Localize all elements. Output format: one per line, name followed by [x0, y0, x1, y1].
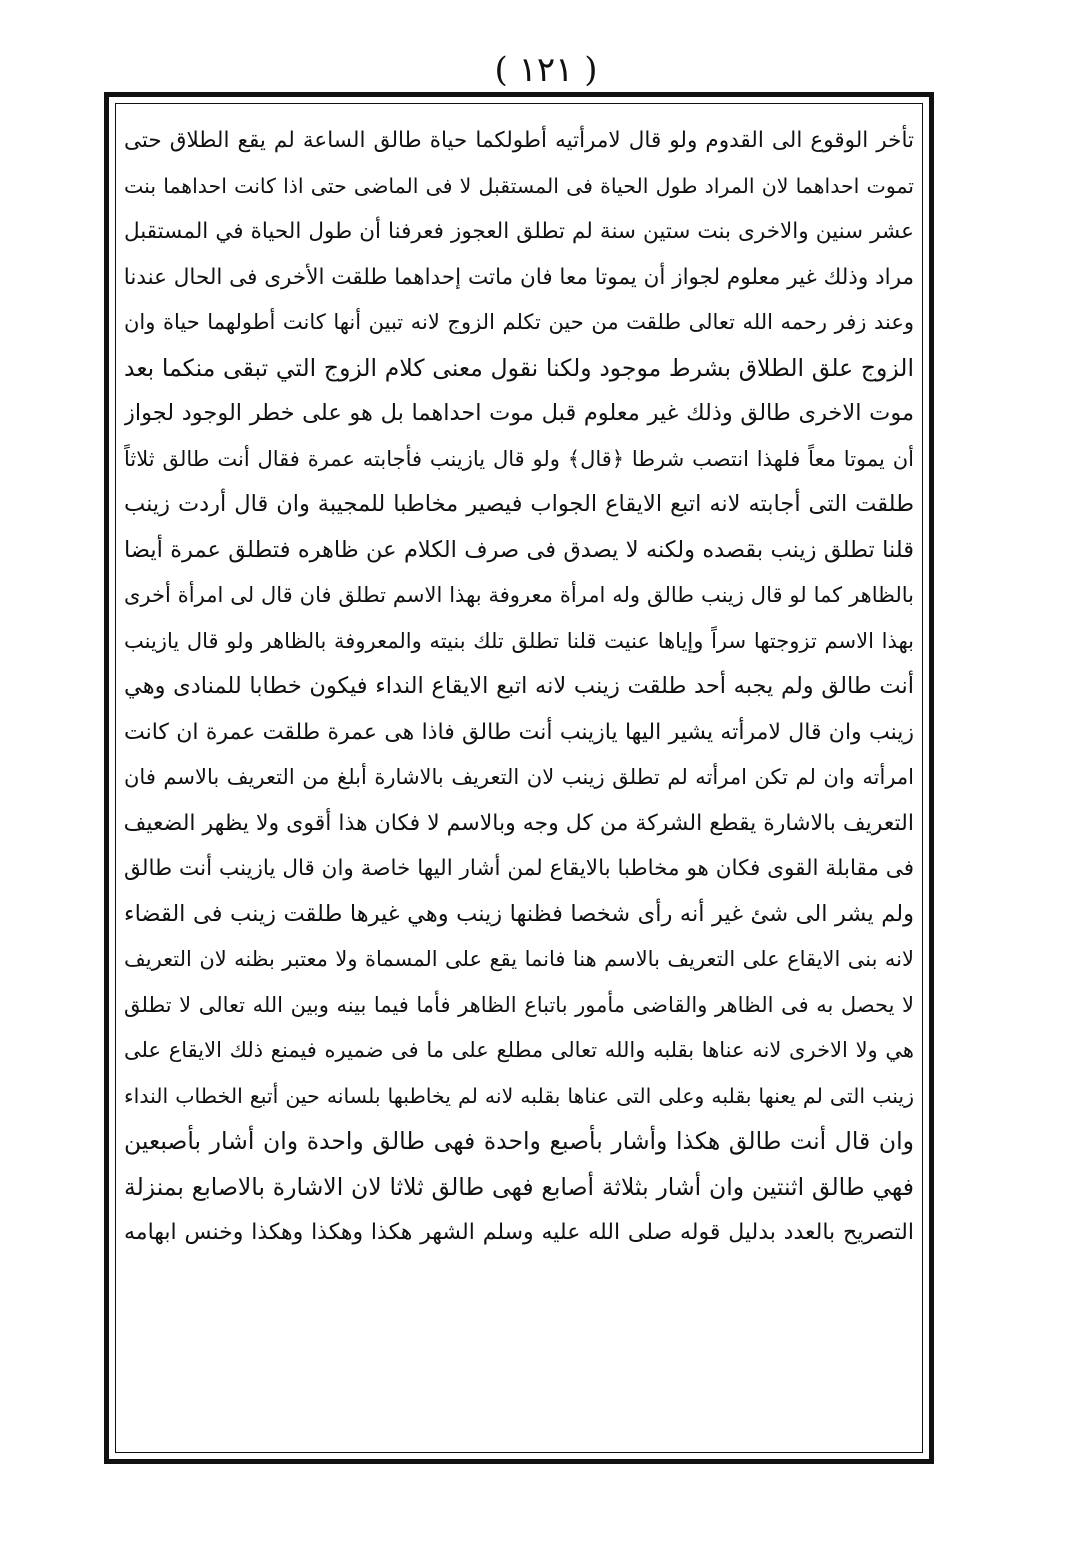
text-line: وعند زفر رحمه الله تعالى طلقت من حين تكلم الزوج لانه تبين أنها كانت أطولهما حياة وان — [124, 310, 914, 334]
text-line: مراد وذلك غير معلوم لجواز أن يموتا معا فان ماتت إحداهما طلقت الأخرى فى الحال عندنا — [124, 264, 914, 290]
text-line: زينب التى لم يعنها بقلبه وعلى التى عناها بقلبه لانه لم يخاطبها بلسانه حين أتبع الخطاب النداء — [124, 1083, 914, 1108]
text-line: طلقت التى أجابته لانه اتبع الايقاع الجواب فيصير مخاطبا للمجيبة وان قال أردت زينب — [124, 491, 914, 517]
text-line: زينب وان قال لامرأته يشير اليها يازينب أنت طالق فاذا هى عمرة طلقت عمرة ان كانت — [124, 719, 914, 745]
text-line: التعريف بالاشارة يقطع الشركة من كل وجه وبالاسم لا فكان هذا أقوى ولا يظهر الضعيف — [124, 810, 914, 836]
text-line: تأخر الوقوع الى القدوم ولو قال لامرأتيه أطولكما حياة طالق الساعة لم يقع الطلاق حتى — [124, 128, 914, 153]
text-line: وان قال أنت طالق هكذا وأشار بأصبع واحدة فهى طالق واحدة وان أشار بأصبعين — [124, 1127, 914, 1155]
text-line: تموت احداهما لان المراد طول الحياة فى المستقبل لا فى الماضى حتى اذا كانت احداهما بنت — [124, 173, 914, 198]
text-line: هي ولا الاخرى لانه عناها بقلبه والله تعالى مطلع على ما فى ضميره فيمنع ذلك الايقاع على — [124, 1038, 914, 1062]
text-body — [124, 118, 914, 1438]
page-number: ( ١٢١ ) — [494, 50, 598, 90]
text-line: قلنا تطلق زينب بقصده ولكنه لا يصدق فى صرف الكلام عن ظاهره فتطلق عمرة أيضا — [124, 536, 914, 563]
text-line: فهي طالق اثنتين وان أشار بثلاثة أصابع فهى طالق ثلاثا لان الاشارة بالاصابع بمنزلة — [124, 1172, 914, 1201]
text-line: بهذا الاسم تزوجتها سراً وإياها عنيت قلنا تطلق تلك بنيته والمعروفة بالظاهر ولو قال يازينب — [124, 628, 914, 653]
text-line: فى مقابلة القوى فكان هو مخاطبا بالايقاع لمن أشار اليها خاصة وان قال يازينب أنت طالق — [124, 856, 914, 881]
text-line: الزوج علق الطلاق بشرط موجود ولكنا نقول معنى كلام الزوج التي تبقى منكما بعد — [124, 353, 914, 382]
text-line: ولم يشر الى شئ غير أنه رأى شخصا فظنها زينب وهي غيرها طلقت زينب فى القضاء — [124, 900, 914, 927]
text-line: أنت طالق ولم يجبه أحد طلقت زينب لانه اتبع الايقاع النداء فيكون خطابا للمنادى وهي — [124, 673, 914, 699]
text-line: موت الاخرى طالق وذلك غير معلوم قبل موت احداهما بل هو على خطر الوجود لجواز — [124, 400, 914, 426]
text-line: بالظاهر كما لو قال زينب طالق وله امرأة معروفة بهذا الاسم تطلق فان قال لى امرأة أخرى — [124, 583, 914, 607]
text-line: لانه بنى الايقاع على التعريف بالاسم هنا فانما يقع على المسماة ولا معتبر بظنه لان التعريف — [124, 947, 914, 971]
text-line: عشر سنين والاخرى بنت ستين سنة لم تطلق العجوز فعرفنا أن طول الحياة في المستقبل — [124, 219, 914, 244]
text-line: أن يموتا معاً فلهذا انتصب شرطا ﴿قال﴾ ولو قال يازينب فأجابته عمرة فقال أنت طالق ثلاثاً — [124, 446, 914, 471]
text-line: لا يحصل به فى الظاهر والقاضى مأمور باتباع الظاهر فأما فيما بينه وبين الله تعالى لا تطلق — [124, 992, 914, 1017]
text-line: امرأته وان لم تكن امرأته لم تطلق زينب لان التعريف بالاشارة أبلغ من التعريف بالاسم فان — [124, 765, 914, 789]
text-line: التصريح بالعدد بدليل قوله صلى الله عليه وسلم الشهر هكذا وهكذا وهكذا وخنس ابهامه — [124, 1220, 914, 1245]
